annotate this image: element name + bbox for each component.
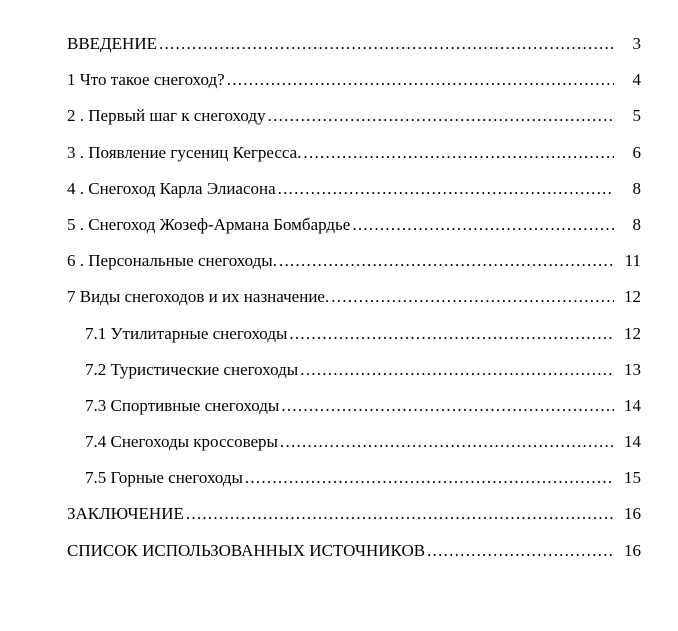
dot-leader: [186, 496, 614, 532]
toc-entry: [67, 496, 641, 532]
toc-entry-page: 4: [632, 70, 641, 90]
toc-entry-page: 3: [632, 34, 641, 53]
toc-entry-label: СПИСОК ИСПОЛЬЗОВАННЫХ ИСТОЧНИКОВ: [67, 540, 426, 560]
toc-entry: [67, 316, 641, 352]
toc-entry: [67, 352, 641, 388]
dot-leader: [289, 316, 614, 352]
toc-entry-label: 7.4 Снегоходы кроссоверы: [85, 432, 278, 452]
toc-entry-label: ВВЕДЕНИЕ: [67, 34, 157, 53]
toc-entry: [67, 424, 641, 460]
toc-entry-page: 12: [624, 287, 641, 307]
toc-entry: [67, 533, 641, 569]
dot-leader: [331, 279, 614, 315]
toc-entry: [67, 243, 641, 279]
toc-entry-label: 7 Виды снегоходов и их назначение.: [67, 287, 330, 307]
toc-entry: [67, 98, 641, 134]
toc-entry-page: 15: [624, 468, 641, 488]
dot-leader: [300, 352, 614, 388]
toc-entry-page: 14: [624, 395, 641, 415]
toc-entry-page: 16: [624, 504, 641, 524]
toc-entry-page: 14: [624, 432, 641, 452]
dot-leader: [427, 533, 614, 569]
toc-entry-label: 6 . Персональные снегоходы.: [67, 251, 277, 271]
dot-leader: [280, 424, 614, 460]
dot-leader: [279, 243, 614, 279]
toc-entry: [67, 388, 641, 424]
dot-leader: [278, 171, 614, 207]
toc-entry-label: 7.5 Горные снегоходы: [85, 468, 243, 488]
toc-entry-label: 2 . Первый шаг к снегоходу: [67, 106, 266, 126]
toc-entry: [67, 26, 641, 62]
dot-leader: [227, 62, 614, 98]
dot-leader: [281, 388, 614, 424]
toc-entry-page: 8: [632, 214, 641, 234]
toc-entry-page: 12: [624, 323, 641, 343]
toc-entry-page: 8: [632, 178, 641, 198]
toc-entry-label: ЗАКЛЮЧЕНИЕ: [67, 504, 184, 524]
dot-leader: [245, 460, 614, 496]
toc-entry-label: 1 Что такое снегоход?: [67, 70, 225, 90]
toc-entry-label: 7.1 Утилитарные снегоходы: [85, 323, 288, 343]
toc-entry-label: 7.3 Спортивные снегоходы: [85, 395, 280, 415]
dot-leader: [352, 207, 614, 243]
toc-entry: [67, 171, 641, 207]
toc-entry-page: 11: [624, 251, 641, 271]
toc-entry-label: 4 . Снегоход Карла Элиасона: [67, 178, 276, 198]
toc-entry-label: 7.2 Туристические снегоходы: [85, 359, 299, 379]
toc-entry-label: 5 . Снегоход Жозеф-Армана Бомбардье: [67, 214, 351, 234]
toc-entry: [67, 207, 641, 243]
dot-leader: [159, 26, 614, 62]
dot-leader: [268, 98, 614, 134]
dot-leader: [303, 135, 614, 171]
toc-entry: [67, 279, 641, 315]
toc-entry-page: 5: [632, 106, 641, 126]
toc-entry-label: 3 . Появление гусениц Кегресса.: [67, 142, 302, 162]
toc-entry: [67, 460, 641, 496]
toc-entry-page: 16: [624, 540, 641, 560]
toc-entry-page: 13: [624, 359, 641, 379]
table-of-contents: [67, 26, 641, 569]
toc-entry: [67, 62, 641, 98]
toc-entry-page: 6: [632, 142, 641, 162]
toc-entry: [67, 135, 641, 171]
